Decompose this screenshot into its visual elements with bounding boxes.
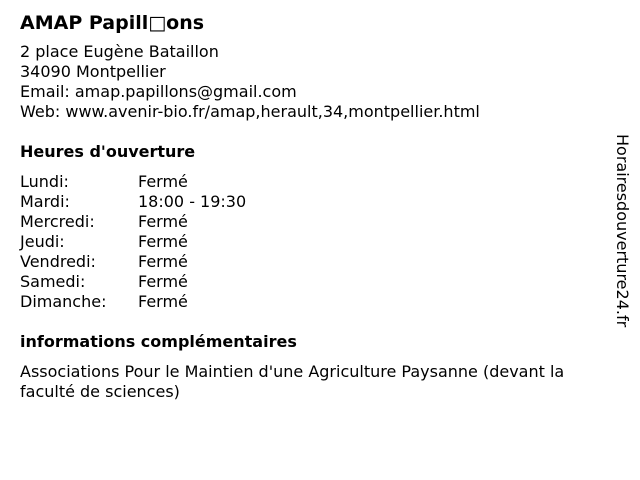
day-label: Mardi:: [20, 192, 70, 211]
business-name: AMAP Papill□ons: [20, 12, 205, 34]
day-label: Dimanche:: [20, 292, 107, 311]
hours-row: [20, 272, 600, 292]
hours-row: [20, 232, 600, 252]
day-hours: Fermé: [138, 172, 188, 191]
day-hours: Fermé: [138, 212, 188, 231]
hours-table: [20, 172, 600, 312]
day-label: Lundi:: [20, 172, 69, 191]
email-line: Email: amap.papillons@gmail.com: [20, 82, 297, 101]
hours-row: [20, 292, 600, 312]
info-heading: informations complémentaires: [20, 332, 297, 351]
hours-row: [20, 192, 600, 212]
hours-row: [20, 212, 600, 232]
hours-heading: Heures d'ouverture: [20, 142, 196, 161]
day-hours: Fermé: [138, 252, 188, 271]
day-hours: Fermé: [138, 232, 188, 251]
day-label: Vendredi:: [20, 252, 96, 271]
site-watermark: Horairesdouverture24.fr: [613, 134, 632, 328]
info-text: Associations Pour le Maintien d'une Agriculture Paysanne (devant la faculté de sciences): [20, 362, 565, 401]
day-label: Jeudi:: [20, 232, 65, 251]
address-city: 34090 Montpellier: [20, 62, 166, 81]
hours-row: [20, 252, 600, 272]
web-line: Web: www.avenir-bio.fr/amap,herault,34,montpellier.html: [20, 102, 480, 121]
day-hours: Fermé: [138, 292, 188, 311]
hours-row: [20, 172, 600, 192]
address-street: 2 place Eugène Bataillon: [20, 42, 219, 61]
day-label: Samedi:: [20, 272, 86, 291]
day-label: Mercredi:: [20, 212, 95, 231]
day-hours: Fermé: [138, 272, 188, 291]
business-card: [20, 10, 600, 402]
day-hours: 18:00 - 19:30: [138, 192, 247, 211]
